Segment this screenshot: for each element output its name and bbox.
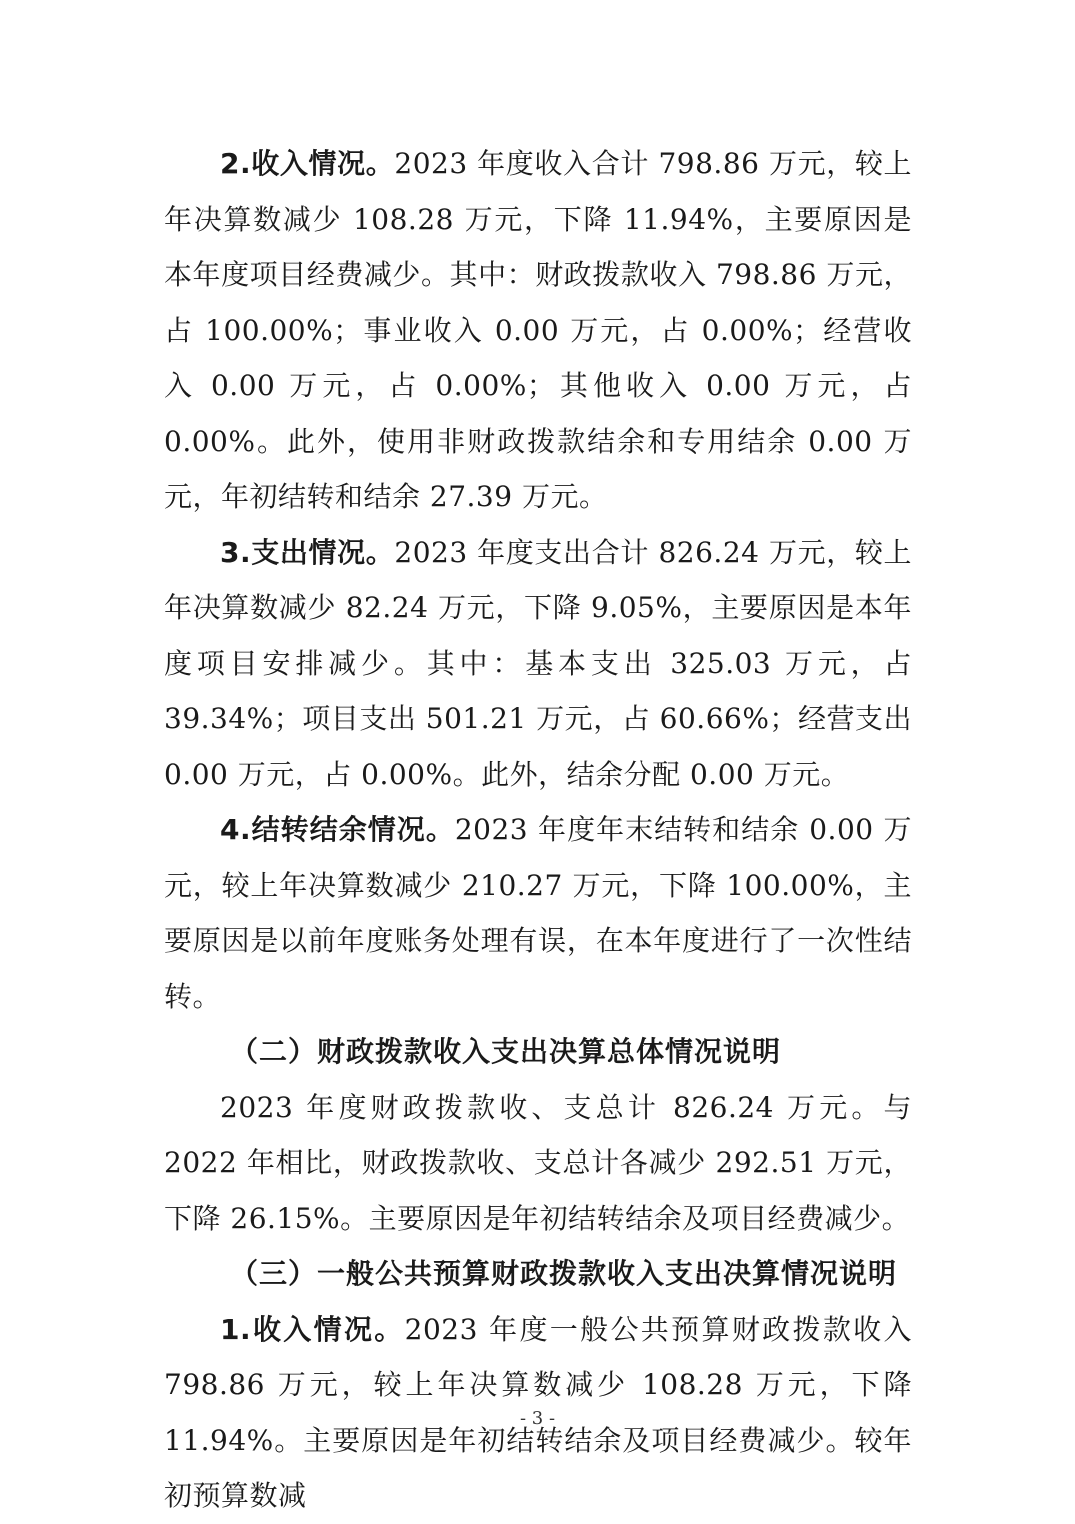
general-budget-income-heading: 1.收入情况。 (220, 1312, 405, 1346)
expenditure-text: 2023 年度支出合计 826.24 万元，较上年决算数减少 82.24 万元，下降 9.05%，主要原因是本年度项目安排减少。其中：基本支出 325.03 万元，占 39.34%；项目支出 501.21 万元，占 60.66%；经营支出 0.00 万元，占 0.00%。此外，结余分配 0.00 万元。 (164, 535, 912, 791)
general-budget-income-text: 2023 年度一般公共预算财政拨款收入 798.86 万元，较上年决算数减少 108.28 万元，下降 11.94%。主要原因是年初结转结余及项目经费减少。较年初预算数减 (164, 1312, 912, 1512)
income-paragraph (164, 136, 912, 525)
income-text: 2023 年度收入合计 798.86 万元，较上年决算数减少 108.28 万元，下降 11.94%，主要原因是本年度项目经费减少。其中：财政拨款收入 798.86 万元，占 100.00%；事业收入 0.00 万元，占 0.00%；经营收入 0.00 万元，占 0.00%；其他收入 0.00 万元，占 0.00%。此外，使用非财政拨款结余和专用结余 0.00 万元，年初结转和结余 27.39 万元。 (164, 147, 912, 513)
document-page (164, 136, 912, 1524)
section-heading-fiscal-overview: （二）财政拨款收入支出决算总体情况说明 (230, 1035, 782, 1068)
carryover-paragraph (164, 802, 912, 1024)
expenditure-heading: 3.支出情况。 (220, 535, 395, 569)
income-heading: 2.收入情况。 (220, 147, 395, 180)
carryover-text: 2023 年度年末结转和结余 0.00 万元，较上年决算数减少 210.27 万元，下降 100.00%，主要原因是以前年度账务处理有误，在本年度进行了一次性结转。 (164, 813, 913, 1013)
section-heading-general-budget: （三）一般公共预算财政拨款收入支出决算情况说明 (230, 1257, 898, 1290)
fiscal-overview-paragraph: 2023 年度财政拨款收、支总计 826.24 万元。与 2022 年相比，财政拨款收、支总计各减少 292.51 万元，下降 26.15%。主要原因是年初结转结余及项目经费减少。 (164, 1090, 912, 1235)
carryover-heading: 4.结转结余情况。 (220, 813, 455, 846)
page-number: - 3 - (519, 1408, 556, 1429)
expenditure-paragraph (164, 525, 912, 803)
